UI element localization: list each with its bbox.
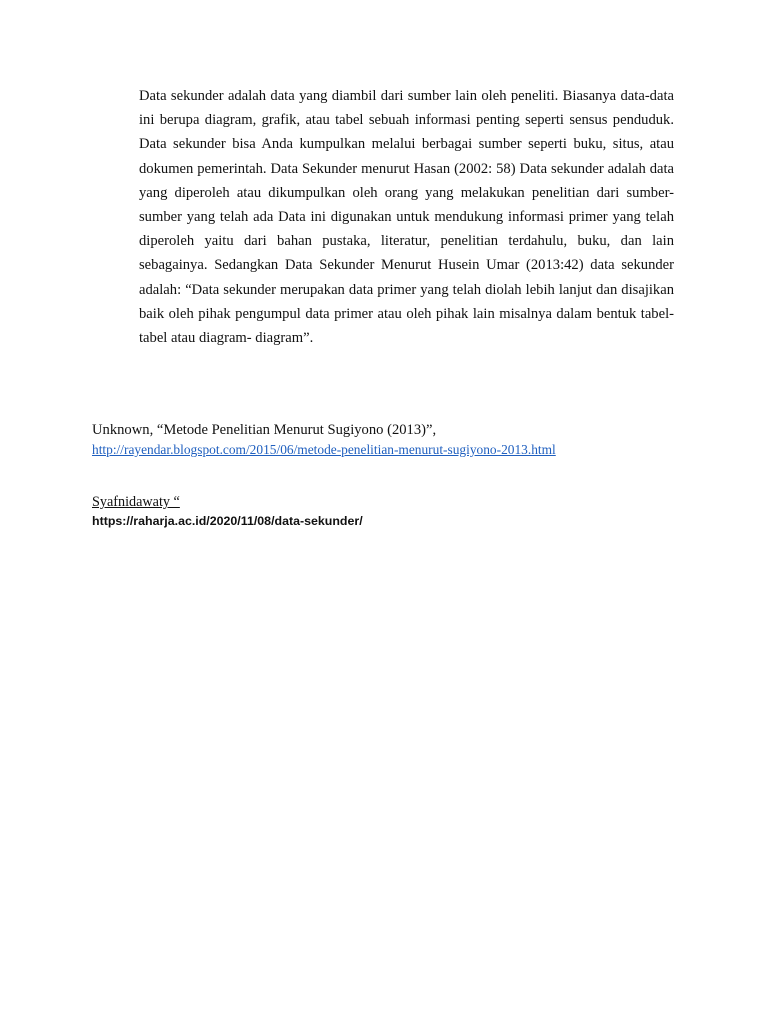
reference-link[interactable]: http://rayendar.blogspot.com/2015/06/metode-penelitian-menurut-sugiyono-2013.html (92, 442, 556, 457)
references-section (92, 421, 712, 528)
reference-url-text: https://raharja.ac.id/2020/11/08/data-sekunder/ (92, 514, 363, 528)
reference-item (92, 493, 363, 531)
reference-citation: Syafnidawaty “ (92, 494, 180, 510)
reference-citation: Unknown, “Metode Penelitian Menurut Sugiyono (2013)”, (92, 422, 437, 438)
reference-item (92, 421, 712, 459)
body-paragraph: Data sekunder adalah data yang diambil dari sumber lain oleh peneliti. Biasanya data-data ini berupa diagram, grafik, atau tabel sebuah informasi penting seperti sensus penduduk. Data sekunder bisa Anda kumpulkan melalui berbagai sumber seperti buku, situs, atau dokumen pemerintah. Data Sekunder menurut Hasan (2002: 58) Data sekunder adalah data yang diperoleh atau dikumpulkan oleh orang yang melakukan penelitian dari sumber-sumber yang telah ada Data ini digunakan untuk mendukung informasi primer yang telah diperoleh yaitu dari bahan pustaka, literatur, penelitian terdahulu, buku, dan lain sebagainya. Sedangkan Data Sekunder Menurut Husein Umar (2013:42) data sekunder adalah: “Data sekunder merupakan data primer yang telah diolah lebih lanjut dan disajikan baik oleh pihak pengumpul data primer atau oleh pihak lain misalnya dalam bentuk tabel-tabel atau diagram- diagram”. (139, 88, 674, 347)
